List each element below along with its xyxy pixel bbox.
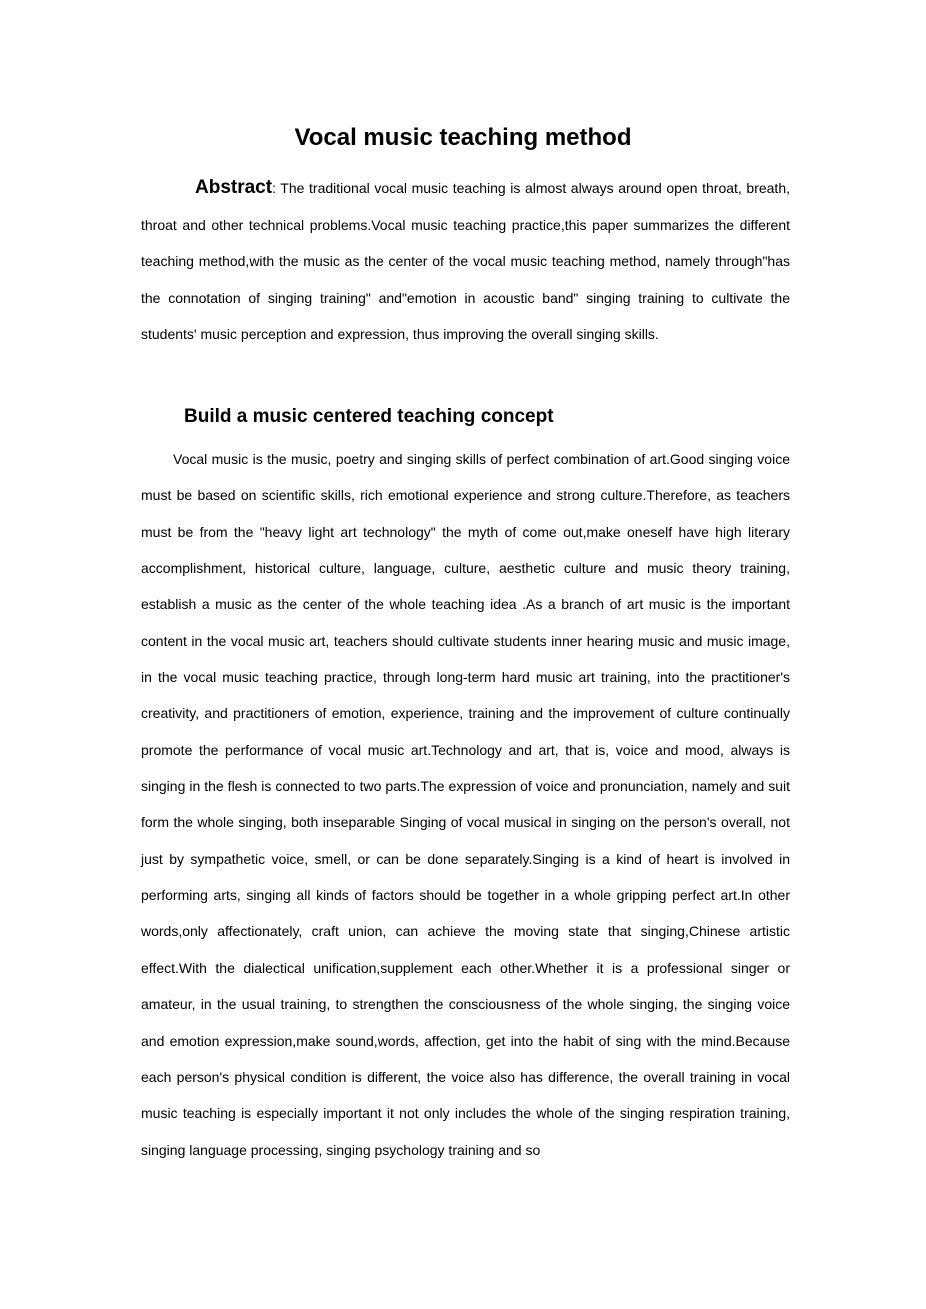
section-body-paragraph: Vocal music is the music, poetry and singing skills of perfect combination of art.Good singing voice must be based on scientific skills, rich emotional experience and strong culture.Therefore, as teachers must be from the "heavy light art technology" the myth of come out,make oneself have high literary accomplishment, historical culture, language, culture, aesthetic culture and music theory training, establish a music as the center of the whole teaching idea .As a branch of art music is the important content in the vocal music art, teachers should cultivate students inner hearing music and music image, in the vocal music teaching practice, through long-term hard music art training, into the practitioner's creativity, and practitioners of emotion, experience, training and the improvement of culture continually promote the performance of vocal music art.Technology and art, that is, voice and mood, always is singing in the flesh is connected to two parts.The expression of voice and pronunciation, namely and suit form the whole singing, both inseparable Singing of vocal musical in singing on the person's overall, not just by sympathetic voice, smell, or can be done separately.Singing is a kind of heart is involved in performing arts, singing all kinds of factors should be together in a whole gripping perfect art.In other words,only affectionately, craft union, can achieve the moving state that singing,Chinese artistic effect.With the dialectical unification,supplement each other.Whether it is a professional singer or amateur, in the usual training, to strengthen the consciousness of the whole singing, the singing voice and emotion expression,make sound,words, affection, get into the habit of sing with the mind.Because each person's physical condition is different, the voice also has difference, the overall training in vocal music teaching is especially important it not only includes the whole of the singing respiration training, singing language processing, singing psychology training and so [141,451,790,1158]
abstract-label: Abstract [195,177,273,198]
abstract-text: : The traditional vocal music teaching is almost always around open throat, breath, throat and other technical problems.Vocal music teaching practice,this paper summarizes the different teaching method,with the music as the center of the vocal music teaching method, namely through"has the connotation of singing training" and"emotion in acoustic band" singing training to cultivate the students' music perception and expression, thus improving the overall singing skills. [141,180,790,343]
section-heading: Build a music centered teaching concept [184,406,554,427]
document-title: Vocal music teaching method [294,124,632,151]
abstract-paragraph [141,170,790,353]
